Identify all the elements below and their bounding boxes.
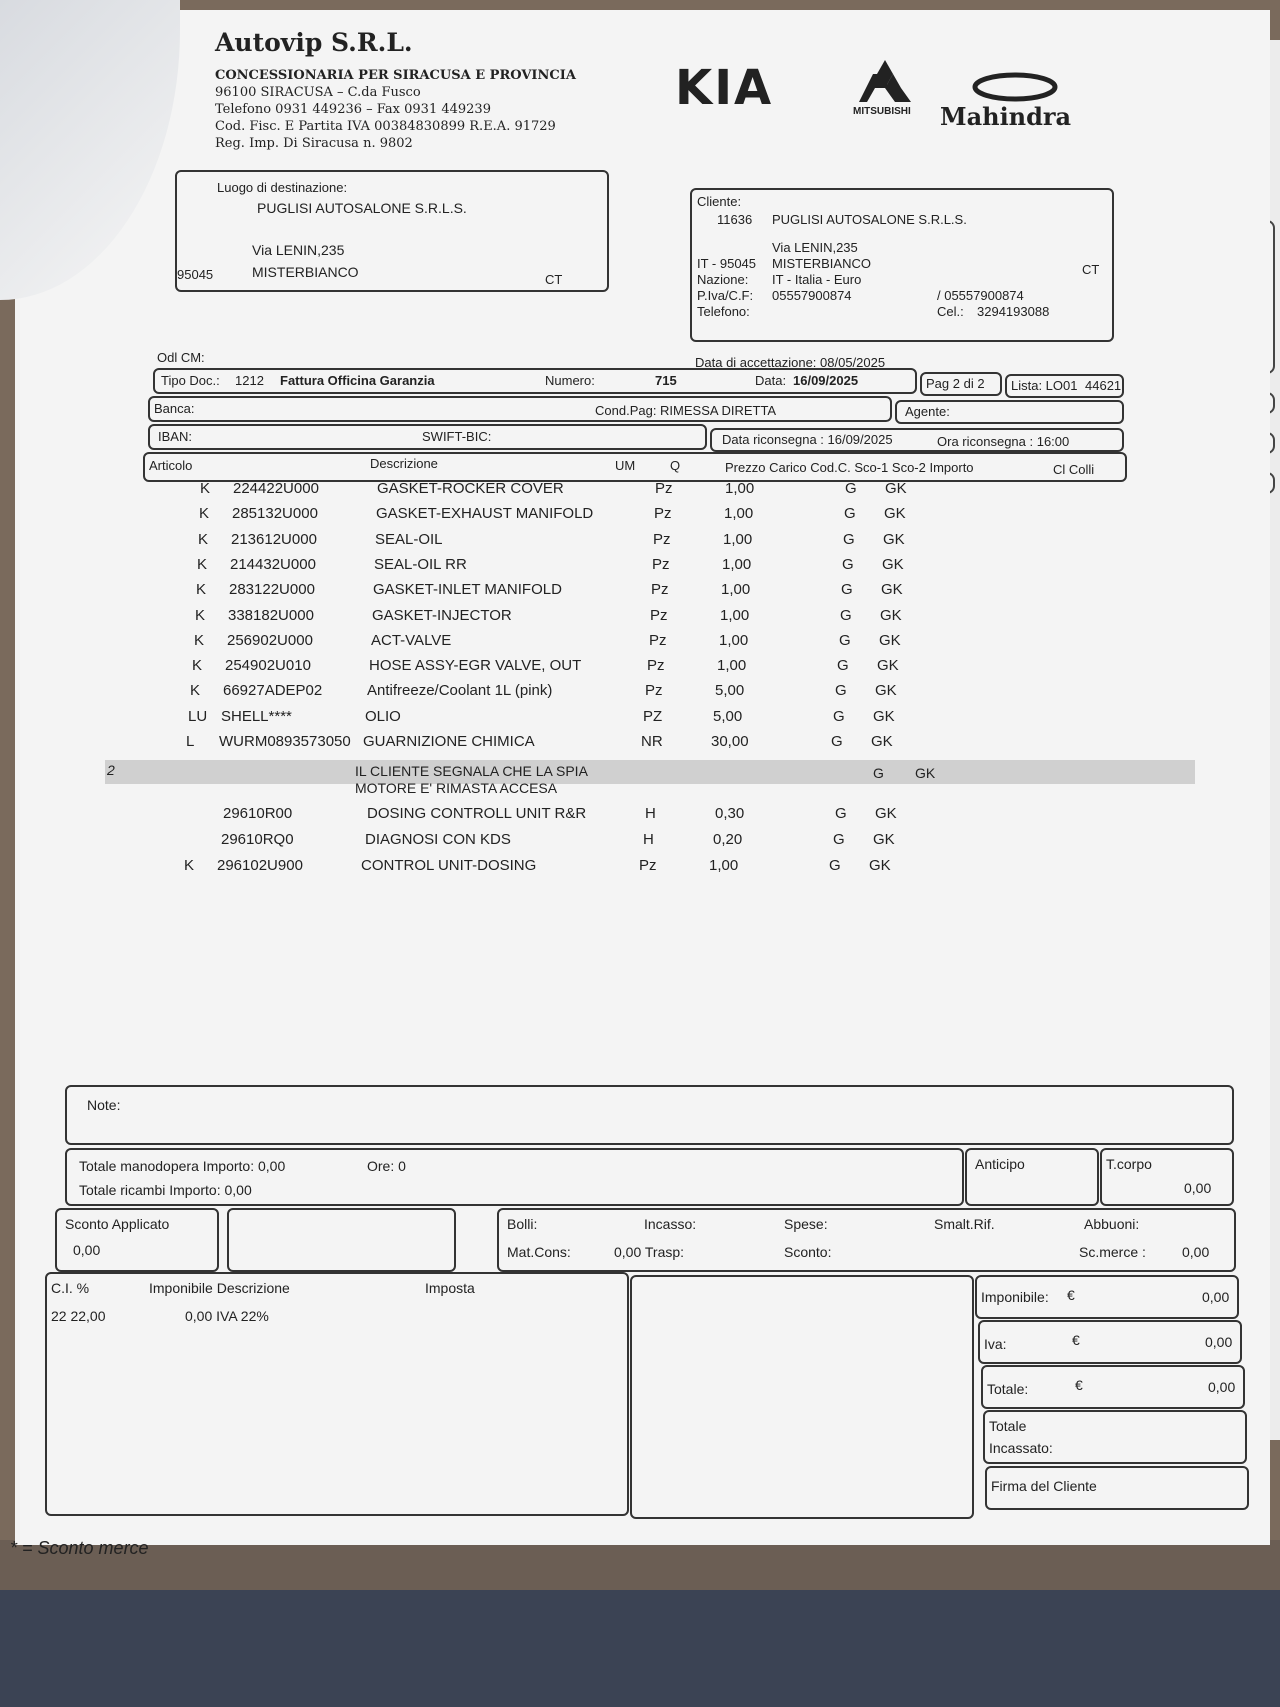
col-articolo: Articolo — [149, 458, 193, 473]
client-city: MISTERBIANCO — [772, 256, 871, 271]
vat-code-row: 22 22,00 — [51, 1308, 106, 1324]
section-g: G — [873, 765, 884, 781]
cell-g: G — [841, 581, 853, 599]
cell-g: G — [842, 555, 854, 573]
cell-type: K — [195, 606, 206, 624]
cell-description: GASKET-EXHAUST MANIFOLD — [376, 505, 594, 523]
table-row — [141, 733, 1141, 755]
body-total-label: T.corpo — [1106, 1156, 1152, 1172]
client-box — [690, 188, 1114, 342]
cell-gk: GK — [873, 707, 895, 725]
client-piva-label: P.Iva/C.F: — [697, 288, 754, 303]
table-row — [154, 505, 1154, 527]
cell-gk: GK — [880, 606, 902, 624]
cell-gk: GK — [869, 857, 891, 874]
table-row — [149, 632, 1149, 654]
collected-label-1: Totale — [989, 1418, 1027, 1434]
cell-code: 283122U000 — [229, 581, 315, 599]
client-nazione: IT - Italia - Euro — [772, 272, 862, 287]
cell-g: G — [829, 857, 841, 874]
vat-summary-box — [45, 1272, 629, 1516]
mitsubishi-logo-text: MITSUBISHI — [853, 106, 911, 117]
grand-total-label: Totale: — [987, 1381, 1029, 1397]
cell-gk: GK — [882, 555, 904, 573]
doc-type-label: Tipo Doc.: — [161, 373, 220, 388]
cell-um: H — [645, 805, 656, 822]
iban-box — [148, 424, 707, 450]
cell-gk: GK — [884, 505, 906, 523]
doc-number: 715 — [655, 373, 677, 388]
cell-qty: 5,00 — [715, 682, 745, 700]
col-rest: Prezzo Carico Cod.C. Sco-1 Sco-2 Importo — [725, 460, 974, 475]
cell-description: CONTROL UNIT-DOSING — [361, 857, 537, 874]
table-row — [150, 607, 1150, 629]
table-row — [153, 531, 1153, 553]
cell-type: K — [192, 657, 203, 675]
cell-um: Pz — [650, 606, 668, 624]
client-street: Via LENIN,235 — [772, 240, 858, 255]
disposal-label: Smalt.Rif. — [934, 1216, 995, 1232]
mitsubishi-logo-icon — [855, 58, 915, 108]
destination-city: MISTERBIANCO — [252, 264, 359, 280]
discount-2-label: Sconto: — [784, 1244, 832, 1260]
cell-description: OLIO — [365, 707, 401, 725]
cell-um: H — [643, 831, 654, 848]
cell-g: G — [845, 480, 857, 497]
consumables-value: 0,00 Trasp: — [614, 1244, 685, 1260]
destination-zip: 95045 — [177, 267, 214, 282]
cell-um: Pz — [651, 581, 669, 599]
acceptance-date: Data di accettazione: 08/05/2025 — [695, 355, 886, 370]
cell-code: 213612U000 — [231, 530, 317, 548]
cell-um: Pz — [649, 631, 667, 649]
return-date-box — [710, 428, 1124, 452]
cell-g: G — [837, 657, 849, 675]
return-time: Ora riconsegna : 16:00 — [937, 434, 1070, 449]
table-row — [139, 857, 1139, 879]
items-header — [143, 452, 1127, 482]
desk-edge — [0, 1590, 1280, 1707]
empty-box — [227, 1208, 456, 1272]
discount-box — [55, 1208, 219, 1272]
vat-box — [978, 1320, 1242, 1364]
discount-label: Sconto Applicato — [65, 1216, 170, 1232]
goods-discount-label: Sc.merce : — [1079, 1244, 1146, 1260]
cell-um: Pz — [647, 657, 665, 675]
cell-description: ACT-VALVE — [371, 631, 452, 649]
cell-type: K — [197, 555, 208, 573]
cell-gk: GK — [881, 581, 903, 599]
parts-total: Totale ricambi Importo: 0,00 — [79, 1182, 252, 1198]
rebates-label: Abbuoni: — [1084, 1216, 1140, 1232]
cell-um: Pz — [653, 530, 671, 548]
blank-middle-box — [630, 1275, 974, 1519]
signature-label: Firma del Cliente — [991, 1478, 1097, 1494]
cell-qty: 0,30 — [715, 805, 745, 822]
advance-box — [965, 1148, 1099, 1206]
payment-terms: Cond.Pag: RIMESSA DIRETTA — [595, 403, 777, 418]
cell-gk: GK — [875, 682, 897, 700]
cell-description: Antifreeze/Coolant 1L (pink) — [367, 682, 553, 700]
cell-code: WURM0893573050 — [219, 733, 351, 750]
vat-value: 0,00 — [1205, 1334, 1233, 1350]
client-cel: 3294193088 — [977, 304, 1050, 319]
destination-box — [175, 170, 609, 292]
company-line-2: 96100 SIRACUSA – C.da Fusco — [215, 85, 421, 100]
cell-g: G — [843, 530, 855, 548]
cell-type: K — [199, 505, 210, 523]
section-number: 2 — [107, 762, 115, 778]
table-row — [155, 480, 1155, 502]
cell-code: 29610RQ0 — [221, 831, 294, 848]
cell-gk: GK — [879, 631, 901, 649]
euro-icon: € — [1067, 1287, 1075, 1303]
cell-code: 285132U000 — [232, 505, 318, 523]
col-colli: Cl Colli — [1053, 462, 1095, 477]
cell-qty: 1,00 — [724, 505, 754, 523]
cell-code: 66927ADEP02 — [223, 682, 323, 700]
cell-code: 254902U010 — [225, 657, 311, 675]
euro-icon: € — [1075, 1377, 1083, 1393]
kia-logo: KIA — [675, 60, 774, 116]
cell-qty: 1,00 — [723, 530, 753, 548]
destination-label: Luogo di destinazione: — [217, 180, 348, 195]
page-count: Pag 2 di 2 — [926, 376, 985, 391]
swift-label: SWIFT-BIC: — [422, 429, 492, 444]
cell-um: Pz — [655, 480, 673, 497]
page-count-box — [920, 372, 1002, 396]
cell-description: GASKET-INLET MANIFOLD — [373, 581, 562, 599]
bank-box — [148, 396, 892, 422]
grand-total-value: 0,00 — [1208, 1379, 1236, 1395]
cell-qty: 0,20 — [713, 831, 743, 848]
doc-type-name: Fattura Officina Garanzia — [280, 373, 435, 388]
cell-gk: GK — [877, 657, 899, 675]
cell-g: G — [839, 631, 851, 649]
advance-label: Anticipo — [975, 1156, 1025, 1172]
cell-um: Pz — [652, 555, 670, 573]
taxable-value: 0,00 — [1202, 1289, 1230, 1305]
cell-description: SEAL-OIL — [375, 530, 443, 548]
notes-label: Note: — [87, 1097, 121, 1113]
cell-g: G — [835, 805, 847, 822]
cell-description: SEAL-OIL RR — [374, 555, 467, 573]
company-line-1: CONCESSIONARIA PER SIRACUSA E PROVINCIA — [215, 68, 576, 83]
return-date: Data riconsegna : 16/09/2025 — [722, 432, 893, 447]
taxable-label: Imponibile: — [981, 1289, 1049, 1305]
consumables-label: Mat.Cons: — [507, 1244, 571, 1260]
cell-gk: GK — [883, 530, 905, 548]
doc-type-code: 1212 — [235, 373, 264, 388]
cell-type: K — [200, 480, 211, 497]
cell-type: K — [198, 530, 209, 548]
cell-um: NR — [641, 733, 663, 750]
body-total-box — [1100, 1148, 1234, 1206]
invoice-page — [10, 10, 1270, 1558]
taxable-row: 0,00 IVA 22% — [185, 1308, 269, 1324]
client-cel-label: Cel.: — [937, 304, 964, 319]
cell-um: Pz — [654, 505, 672, 523]
cell-g: G — [831, 733, 843, 750]
euro-icon: € — [1072, 1332, 1080, 1348]
collected-label-2: Incassato: — [989, 1440, 1053, 1456]
goods-discount-value: 0,00 — [1182, 1244, 1210, 1260]
cell-g: G — [833, 831, 845, 848]
agent-label: Agente: — [905, 404, 950, 419]
cell-um: Pz — [645, 682, 663, 700]
destination-street: Via LENIN,235 — [252, 242, 345, 258]
grand-total-box — [981, 1365, 1245, 1409]
labor-total: Totale manodopera Importo: 0,00 — [79, 1158, 286, 1174]
destination-province: CT — [545, 272, 563, 287]
client-code: 11636 — [717, 212, 753, 227]
cell-qty: 1,00 — [722, 555, 752, 573]
col-q: Q — [670, 458, 681, 473]
client-nazione-label: Nazione: — [697, 272, 749, 287]
client-name: PUGLISI AUTOSALONE S.R.L.S. — [772, 212, 967, 227]
mahindra-logo-icon — [970, 72, 1060, 102]
doc-type-box — [153, 368, 917, 394]
col-um: UM — [615, 458, 636, 473]
section-note-line-2: MOTORE E' RIMASTA ACCESA — [355, 780, 558, 796]
bank-label: Banca: — [154, 401, 195, 416]
footnote: * = Sconto merce — [10, 1538, 149, 1558]
cell-type: K — [194, 631, 205, 649]
col-descrizione: Descrizione — [370, 456, 438, 471]
body-total-value: 0,00 — [1184, 1180, 1212, 1196]
labor-hours: Ore: 0 — [367, 1158, 406, 1174]
client-cf: / 05557900874 — [937, 288, 1024, 303]
agent-box — [895, 400, 1124, 424]
cell-code: 256902U000 — [227, 631, 313, 649]
cell-code: SHELL**** — [221, 707, 292, 725]
client-province: CT — [1082, 262, 1100, 277]
cell-type: K — [196, 581, 207, 599]
labor-parts-box — [65, 1148, 964, 1206]
table-row — [145, 805, 1145, 827]
odl-label: Odl CM: — [157, 350, 205, 365]
cell-type: LU — [188, 707, 208, 725]
section-band — [105, 760, 1195, 784]
price-list: Lista: LO01 — [1011, 378, 1078, 393]
cell-g: G — [833, 707, 845, 725]
price-list-box — [1005, 374, 1124, 398]
cell-qty: 5,00 — [713, 707, 743, 725]
table-row — [143, 708, 1143, 730]
notes-box — [65, 1085, 1234, 1145]
company-line-4: Cod. Fisc. E Partita IVA 00384830899 R.E.A. 91729 — [215, 119, 556, 134]
expenses-label: Spese: — [784, 1216, 828, 1232]
cell-description: GUARNIZIONE CHIMICA — [363, 733, 535, 750]
signature-box — [985, 1466, 1249, 1510]
section-gk: GK — [915, 765, 936, 781]
table-row — [152, 556, 1152, 578]
cell-gk: GK — [875, 805, 897, 822]
cell-code: 214432U000 — [230, 555, 316, 573]
doc-number-label: Numero: — [545, 373, 595, 388]
cell-um: Pz — [639, 857, 657, 874]
cell-g: G — [840, 606, 852, 624]
table-row — [143, 831, 1143, 853]
cell-code: 224422U000 — [233, 480, 319, 497]
tax-header: Imposta — [425, 1280, 475, 1296]
discount-value: 0,00 — [73, 1242, 101, 1258]
taxable-box — [975, 1275, 1239, 1319]
vat-label: Iva: — [984, 1336, 1007, 1352]
cell-gk: GK — [885, 480, 907, 497]
cell-qty: 1,00 — [720, 606, 750, 624]
cell-qty: 1,00 — [719, 631, 749, 649]
cell-qty: 30,00 — [711, 733, 749, 750]
cell-qty: 1,00 — [717, 657, 747, 675]
iban-label: IBAN: — [158, 429, 192, 444]
client-label: Cliente: — [697, 194, 742, 209]
destination-name: PUGLISI AUTOSALONE S.R.L.S. — [257, 200, 467, 216]
section-note-line-1: IL CLIENTE SEGNALA CHE LA SPIA — [355, 763, 588, 779]
client-zip: IT - 95045 — [697, 256, 757, 271]
cell-type: L — [186, 733, 195, 750]
cell-qty: 1,00 — [725, 480, 755, 497]
cell-gk: GK — [873, 831, 895, 848]
stamps-label: Bolli: — [507, 1216, 538, 1232]
vat-code-header: C.I. % — [51, 1280, 90, 1296]
cell-um: PZ — [643, 707, 663, 725]
cell-g: G — [835, 682, 847, 700]
cell-qty: 1,00 — [721, 581, 751, 599]
company-line-5: Reg. Imp. Di Siracusa n. 9802 — [215, 136, 413, 151]
cell-type: K — [184, 857, 195, 874]
table-row — [151, 581, 1151, 603]
table-row — [147, 657, 1147, 679]
cell-gk: GK — [871, 733, 893, 750]
cell-type: K — [190, 682, 201, 700]
cell-description: HOSE ASSY-EGR VALVE, OUT — [369, 657, 582, 675]
collection-label: Incasso: — [644, 1216, 697, 1232]
company-name: Autovip S.R.L. — [215, 28, 413, 57]
mahindra-logo-text: Mahindra — [940, 102, 1072, 131]
company-line-3: Telefono 0931 449236 – Fax 0931 449239 — [215, 102, 491, 117]
client-piva: 05557900874 — [772, 288, 852, 303]
cell-description: DIAGNOSI CON KDS — [365, 831, 511, 848]
cell-code: 29610R00 — [223, 805, 293, 822]
fees-box — [497, 1208, 1236, 1272]
price-list-number: 44621 — [1085, 378, 1122, 393]
cell-description: GASKET-ROCKER COVER — [377, 480, 564, 497]
table-row — [145, 682, 1145, 704]
collected-box — [983, 1410, 1247, 1464]
client-tel-label: Telefono: — [697, 304, 750, 319]
cell-description: GASKET-INJECTOR — [372, 606, 512, 624]
doc-date-label: Data: — [755, 373, 787, 388]
cell-code: 296102U900 — [217, 857, 303, 874]
taxable-description-header: Imponibile Descrizione — [149, 1280, 290, 1296]
cell-code: 338182U000 — [228, 606, 314, 624]
cell-g: G — [844, 505, 856, 523]
cell-description: DOSING CONTROLL UNIT R&R — [367, 805, 587, 822]
cell-qty: 1,00 — [709, 857, 739, 874]
doc-date: 16/09/2025 — [793, 373, 859, 388]
